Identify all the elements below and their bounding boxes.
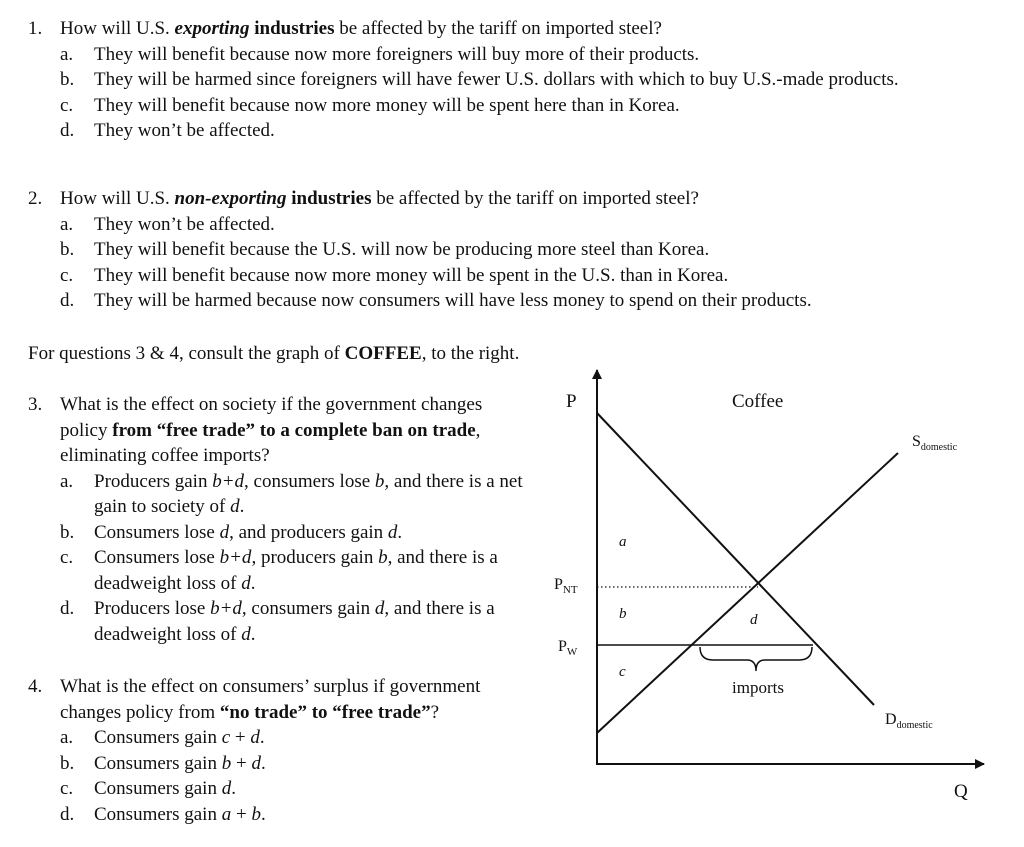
question-1-option-a[interactable] bbox=[28, 42, 899, 68]
option-letter: c. bbox=[60, 264, 74, 286]
option-letter: c. bbox=[60, 778, 74, 799]
option-letter: c. bbox=[60, 94, 74, 116]
question-1-option-c[interactable] bbox=[28, 93, 899, 119]
option-text: Consumers gain b + d. bbox=[94, 752, 266, 774]
option-text: They will be harmed because now consumers will have less money to spend on their products. bbox=[94, 290, 812, 311]
price-axis-label: P bbox=[566, 391, 577, 412]
question-1-stem bbox=[28, 16, 899, 42]
demand-curve bbox=[597, 413, 874, 705]
question-4 bbox=[28, 674, 528, 827]
question-4-number: 4. bbox=[28, 676, 43, 697]
option-text: Consumers lose d, and producers gain d. bbox=[94, 521, 403, 543]
graph-title: Coffee bbox=[732, 391, 784, 412]
option-letter: d. bbox=[60, 120, 75, 141]
question-1-option-b[interactable] bbox=[28, 67, 899, 93]
coffee-market-graph bbox=[548, 360, 998, 830]
option-letter: b. bbox=[60, 239, 75, 260]
question-2-text: How will U.S. non-exporting industries be affected by the tariff on imported steel? bbox=[60, 188, 699, 209]
question-2 bbox=[28, 186, 812, 314]
question-3-option-c[interactable] bbox=[28, 545, 528, 596]
question-3 bbox=[28, 392, 528, 647]
quantity-axis-label: Q bbox=[954, 781, 968, 802]
option-text: They will benefit because now more money will be spent here than in Korea. bbox=[94, 94, 680, 116]
option-letter: d. bbox=[60, 803, 75, 825]
question-1-text: How will U.S. exporting industries be affected by the tariff on imported steel? bbox=[60, 18, 662, 39]
option-letter: b. bbox=[60, 752, 75, 774]
question-3-text: What is the effect on society if the government changes policy from “free trade” to a complete ban on trade, eliminating coffee imports? bbox=[60, 394, 483, 466]
question-4-text: What is the effect on consumers’ surplus if government changes policy from “no trade” to “free trade”? bbox=[60, 676, 481, 723]
option-letter: d. bbox=[60, 598, 75, 619]
question-3-number: 3. bbox=[28, 394, 43, 415]
question-4-option-a[interactable] bbox=[28, 725, 528, 751]
question-4-stem bbox=[28, 674, 528, 725]
option-text: They won’t be affected. bbox=[94, 213, 275, 235]
option-text: They will benefit because now more foreigners will buy more of their products. bbox=[94, 43, 700, 65]
option-letter: d. bbox=[60, 290, 75, 311]
question-3-stem bbox=[28, 392, 528, 469]
question-1 bbox=[28, 16, 899, 144]
question-2-number: 2. bbox=[28, 188, 43, 209]
area-c-label: c bbox=[619, 664, 626, 680]
question-3-option-b[interactable] bbox=[28, 520, 528, 546]
option-text: They will benefit because the U.S. will now be producing more steel than Korea. bbox=[94, 239, 710, 260]
area-d-label: d bbox=[750, 612, 758, 628]
question-1-option-d[interactable] bbox=[28, 118, 899, 144]
option-letter: a. bbox=[60, 43, 74, 65]
option-text: They won’t be affected. bbox=[94, 120, 275, 141]
option-text: Consumers gain a + b. bbox=[94, 803, 266, 825]
question-4-option-c[interactable] bbox=[28, 776, 528, 802]
question-3-option-a[interactable] bbox=[28, 469, 528, 520]
question-2-option-b[interactable] bbox=[28, 237, 812, 263]
question-4-option-d[interactable] bbox=[28, 802, 528, 828]
option-letter: a. bbox=[60, 213, 74, 235]
question-3-option-d[interactable] bbox=[28, 596, 528, 647]
area-b-label: b bbox=[619, 606, 627, 622]
question-2-option-d[interactable] bbox=[28, 288, 812, 314]
option-text: Consumers gain d. bbox=[94, 778, 236, 799]
supply-label: $S_{domestic}$ bbox=[912, 433, 958, 453]
option-text: Producers lose b+d, consumers gain d, and there is a deadweight loss of d. bbox=[94, 598, 495, 645]
option-text: Consumers gain c + d. bbox=[94, 727, 265, 748]
world-price-label: $P_W$ bbox=[558, 638, 578, 658]
imports-label: imports bbox=[732, 678, 784, 697]
area-a-label: a bbox=[619, 534, 627, 550]
option-letter: a. bbox=[60, 727, 74, 748]
option-text: They will be harmed since foreigners will have fewer U.S. dollars with which to buy U.S.-made products. bbox=[94, 69, 899, 90]
demand-label: $D_{domestic}$ bbox=[885, 711, 933, 731]
question-2-stem bbox=[28, 186, 812, 212]
imports-brace bbox=[700, 647, 812, 671]
option-letter: c. bbox=[60, 547, 74, 568]
graph-instructions: For questions 3 & 4, consult the graph of COFFEE, to the right. bbox=[28, 343, 520, 364]
option-text: Producers gain b+d, consumers lose b, and there is a net gain to society of d. bbox=[94, 470, 523, 517]
question-1-number: 1. bbox=[28, 18, 43, 39]
option-text: Consumers lose b+d, producers gain b, and there is a deadweight loss of d. bbox=[94, 547, 498, 594]
question-4-option-b[interactable] bbox=[28, 751, 528, 777]
option-letter: b. bbox=[60, 521, 75, 543]
option-letter: b. bbox=[60, 69, 75, 90]
option-text: They will benefit because now more money will be spent in the U.S. than in Korea. bbox=[94, 264, 729, 286]
question-2-option-a[interactable] bbox=[28, 212, 812, 238]
question-2-option-c[interactable] bbox=[28, 263, 812, 289]
option-letter: a. bbox=[60, 470, 74, 492]
no-trade-price-label: $P_{NT}$ bbox=[554, 576, 578, 596]
